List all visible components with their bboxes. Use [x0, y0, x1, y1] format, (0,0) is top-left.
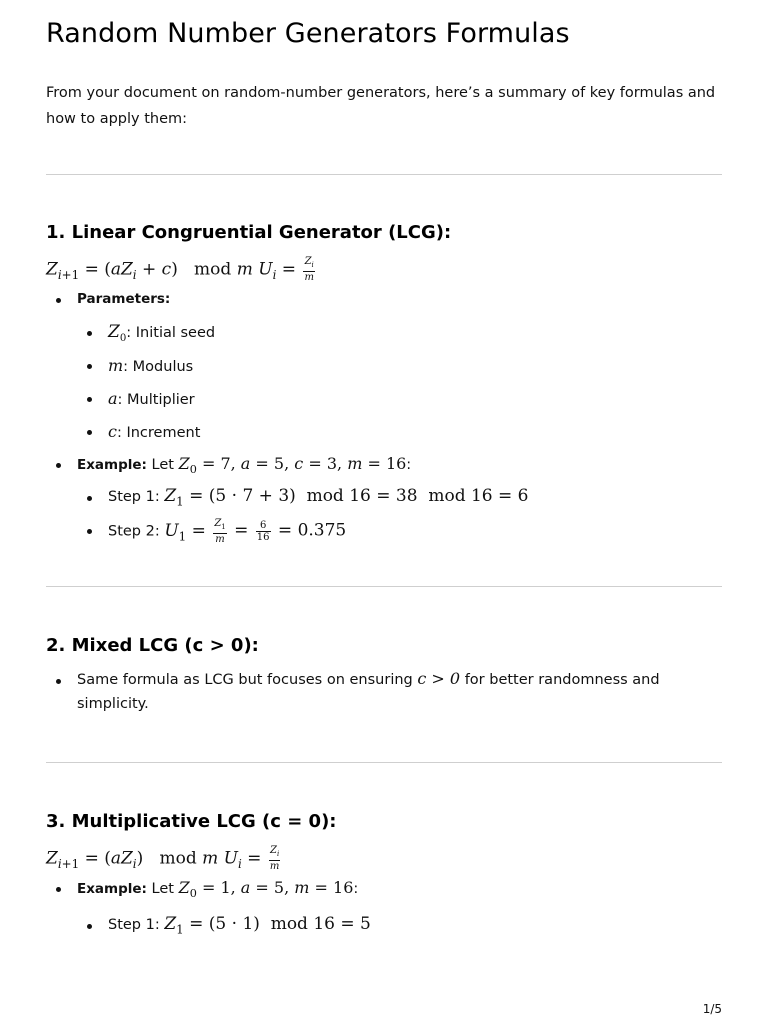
bullet — [56, 463, 61, 468]
bullet — [87, 430, 92, 435]
multiplicative-lcg-formula: $Z_{i+1} = (aZ_i)$ mod m $U_i$ = $\frac{Z_i}{m}$ — [46, 845, 280, 872]
param-item-z0: $Z_0$: Initial seed — [108, 322, 216, 344]
example-step-2: Step 2: $U_1$ = $\frac{Z_1}{m}$ = $\frac{6}{16}$ = 0.375 — [108, 518, 347, 545]
page-number: 1/5 — [702, 1002, 722, 1016]
divider — [46, 762, 722, 763]
mixed-lcg-description: Same formula as LCG but focuses on ensuring c > 0 for better randomness and — [77, 669, 660, 688]
section-heading-lcg: 1. Linear Congruential Generator (LCG): — [46, 222, 452, 243]
mixed-lcg-description-line2: simplicity. — [77, 696, 149, 712]
example-step-1: Step 1: $Z_1 = (5 \cdot 1)$ mod 16 = 5 — [108, 914, 371, 937]
divider — [46, 586, 722, 587]
param-item-a: a: Multiplier — [108, 389, 195, 408]
example-item: Example: Let $Z_0 = 1$, a = 5, m = 16: — [77, 878, 359, 901]
section-heading-mixed-lcg: 2. Mixed LCG (c > 0): — [46, 635, 259, 656]
bullet — [87, 397, 92, 402]
bullet — [56, 298, 61, 303]
param-item-m: m: Modulus — [108, 356, 194, 375]
divider — [46, 174, 722, 175]
intro-paragraph: From your document on random-number generators, here’s a summary of key formulas and how to apply them: — [46, 85, 716, 127]
bullet — [87, 529, 92, 534]
lcg-formula: $Z_{i+1} = (aZ_i + c)$ mod m $U_i$ = $\frac{Z_i}{m}$ — [46, 256, 314, 283]
parameters-label: Parameters: — [77, 291, 171, 307]
bullet — [87, 331, 92, 336]
bullet — [87, 364, 92, 369]
param-item-c: c: Increment — [108, 422, 201, 441]
bullet — [87, 496, 92, 501]
example-item: Example: Let $Z_0 = 7$, a = 5, c = 3, m = 16: — [77, 454, 412, 477]
example-step-1: Step 1: $Z_1 = (5 \cdot 7 + 3)$ mod 16 = 38 mod 16 = 6 — [108, 486, 529, 509]
section-heading-multiplicative-lcg: 3. Multiplicative LCG (c = 0): — [46, 811, 337, 832]
bullet — [87, 924, 92, 929]
page-title: Random Number Generators Formulas — [46, 18, 570, 49]
bullet — [56, 887, 61, 892]
bullet — [56, 679, 61, 684]
